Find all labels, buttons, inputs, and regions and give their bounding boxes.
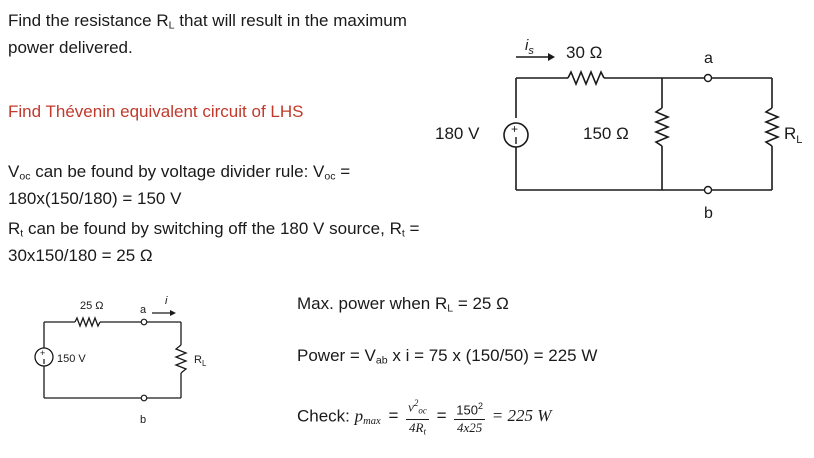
small-load-label: $R_L$ [194,354,207,368]
small-resistor-rl [176,345,186,373]
power-statement: Power = $V_{ab}$ x i = 75 x (150/50) = 225 W [297,346,598,367]
small-node-a-terminal [141,319,147,325]
small-current-label: i [165,295,168,307]
small-node-b-terminal [141,395,147,401]
small-source-label: 150 V [57,353,86,365]
resistor-30-ohm [568,72,604,84]
current-label: $i_s$ [525,37,534,57]
max-power-statement: Max. power when $R_L = 25$ Ω [297,294,509,315]
rt-explanation: $R_t$ can be found by switching off the 180 V source, $R_t$ = 30x150/180 = 25 Ω [8,219,420,265]
resistor-25-ohm [75,318,100,326]
small-node-b-label: b [140,414,147,426]
source-plus-sign: + [511,122,519,136]
small-source-plus: + [40,348,46,358]
node-b-label: b [704,205,713,222]
load-label: $R_L$ [784,124,803,146]
problem-statement: Find the resistance $R_L$ that will result in the maximum power delivered. [8,11,407,57]
r2-label: 150 Ω [583,124,629,143]
current-arrow-head [548,53,555,61]
resistor-150-ohm [656,108,668,146]
thevenin-heading: Find Thévenin equivalent circuit of LHS [8,102,304,121]
node-a-terminal [705,75,712,82]
r1-label: 30 Ω [566,43,603,62]
resistor-rl [766,108,778,146]
main-circuit [504,57,778,190]
fraction-150sq-over-4x25: $\frac{150^2}{4x25}$ [454,398,485,435]
fraction-voc-over-4rt: $\frac{v^2_{oc}}{4R_t}$ [406,395,429,439]
small-current-arrow-head [170,310,176,316]
node-b-terminal [705,187,712,194]
small-node-a-label: a [140,304,147,316]
node-a-label: a [704,50,713,67]
check-equation: Check: $p_{max}$ = $\frac{v^2_{oc}}{4R_t}$ = $\frac{150^2}{4x25}$ = 225 W [297,395,551,442]
voc-explanation: $V_{oc}$ can be found by voltage divider rule: $V_{oc}$ = 180x(150/180) = 150 V [8,162,351,208]
small-r-label: 25 Ω [80,300,104,312]
source-label: 180 V [435,124,480,143]
